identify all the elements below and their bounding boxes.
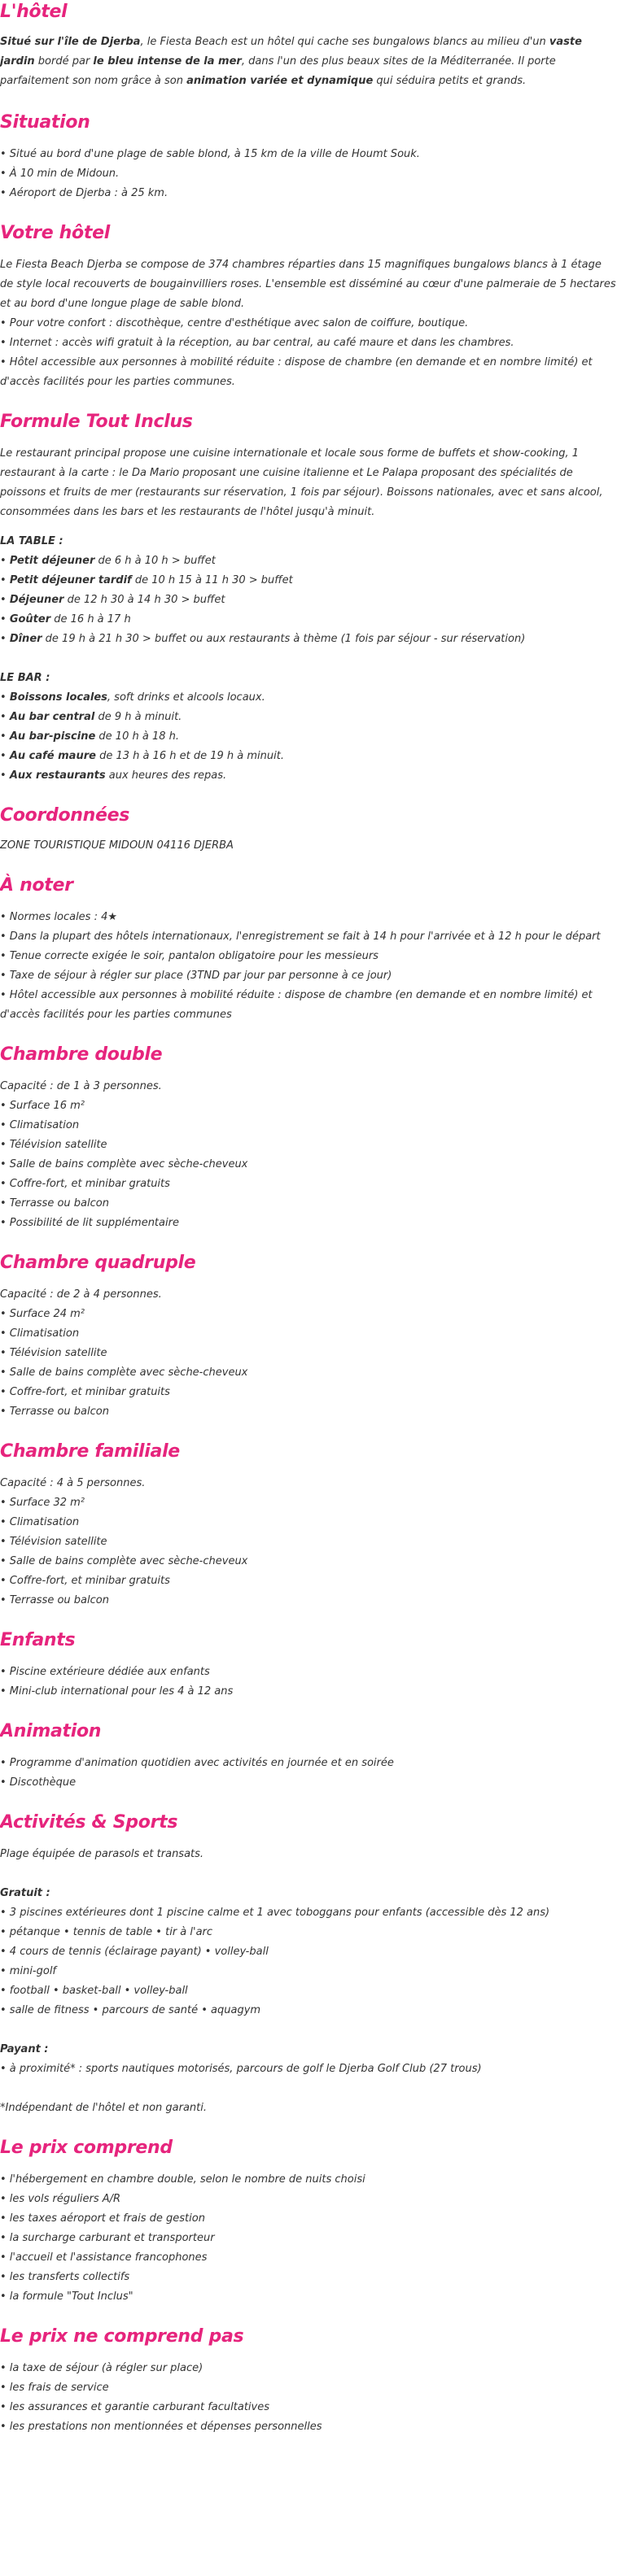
chambre-quadruple-list [0,1285,617,1422]
list-item: • Aux restaurants aux heures des repas. [0,769,227,782]
list-item: • Salle de bains complète avec sèche-cheveux [0,1366,248,1379]
list-item: • Climatisation [0,1516,80,1528]
list-item: • les transferts collectifs [0,2271,130,2283]
list-item: • football • basket-ball • volley-ball [0,1985,188,1997]
list-item: • les vols réguliers A/R [0,2193,121,2205]
list-item: • Discothèque [0,1776,77,1789]
list-item: • les assurances et garantie carburant facultatives [0,2401,270,2413]
activites-note: *Indépendant de l'hôtel et non garanti. [0,2102,208,2114]
meal-name: Goûter [9,613,51,625]
intro-text-1: , le Fiesta Beach est un hôtel qui cache ses bungalows blancs au milieu d'un [140,36,549,48]
section-title-animation: Animation [0,1721,102,1741]
hotel-intro-text [0,33,617,91]
formule-text: Le restaurant principal propose une cuisine internationale et locale sous forme de buffets et show-cooking, 1 restaurant à la carte : le Da Mario proposant une cuisine italienne et Le Palapa proposant des spécialités de poissons et fruits de mer (restaurants sur réservation, 1 fois par séjour). Boissons nationales, avec et sans alcool, consommées dans les bars et les restaurants de l'hôtel jusqu'à minuit. [0,447,603,518]
list-item: • Dans la plupart des hôtels internationaux, l'enregistrement se fait à 14 h pour l'arrivée et à 12 h pour le départ [0,931,601,943]
activites-content [0,1845,617,2118]
section-title-hotel: L'hôtel [0,2,68,22]
list-item: • Piscine extérieure dédiée aux enfants [0,1666,210,1678]
section-title-formule: Formule Tout Inclus [0,412,193,432]
meal-name: Petit déjeuner [9,555,95,567]
list-item: • Mini-club international pour les 4 à 12 ans [0,1685,234,1698]
list-item: • Au bar central de 9 h à minuit. [0,711,182,723]
meal-name: Dîner [9,633,42,645]
meal-time: de 6 h à 10 h > buffet [94,555,216,567]
section-title-situation: Situation [0,112,90,133]
spacer [0,1864,617,1884]
list-item: • Télévision satellite [0,1139,107,1151]
list-item: • Terrasse ou balcon [0,1197,109,1210]
prix-comprend-list [0,2170,617,2307]
list-item: • Climatisation [0,1327,80,1340]
list-item: • Terrasse ou balcon [0,1406,109,1418]
list-item: • Petit déjeuner tardif de 10 h 15 à 11 h 30 > buffet [0,574,293,586]
meal-name: Déjeuner [9,594,64,606]
meal-time: de 19 h à 21 h 30 > buffet ou aux restaurants à thème (1 fois par séjour - sur réservation) [42,633,526,645]
section-title-chambre-familiale: Chambre familiale [0,1441,180,1462]
list-item: • Climatisation [0,1119,80,1131]
list-item: • la surcharge carburant et transporteur [0,2232,215,2244]
list-item: • Salle de bains complète avec sèche-cheveux [0,1158,248,1170]
situation-list [0,145,617,203]
list-item: • Normes locales : 4★ [0,911,118,923]
intro-bold-3: le bleu intense de la mer [93,55,242,68]
bar-name: Aux restaurants [9,769,106,782]
intro-bold-2: vaste jardin [0,36,582,68]
list-item: • Coffre-fort, et minibar gratuits [0,1386,170,1398]
list-item: • Surface 24 m² [0,1308,85,1320]
section-title-prix-ne-comprend: Le prix ne comprend pas [0,2326,244,2347]
list-item: • à proximité* : sports nautiques motorisés, parcours de golf le Djerba Golf Club (27 trous) [0,2063,482,2075]
bar-detail: , soft drinks et alcools locaux. [107,691,265,704]
list-item: • Coffre-fort, et minibar gratuits [0,1178,170,1190]
section-title-prix-comprend: Le prix comprend [0,2138,173,2158]
list-item: • À 10 min de Midoun. [0,168,120,180]
votre-hotel-text: Le Fiesta Beach Djerba se compose de 374 chambres réparties dans 15 magnifiques bungalows blancs à 1 étage de style local recouverts de bougainvilliers roses. L'ensemble est disséminé au cœur d'une palmeraie de 5 hectares et au bord d'une longue plage de sable blond. [0,259,616,310]
bar-label: LE BAR : [0,672,50,684]
list-item: • Au bar-piscine de 10 h à 18 h. [0,730,179,743]
list-item: • les prestations non mentionnées et dépenses personnelles [0,2421,322,2433]
list-item: • Internet : accès wifi gratuit à la réception, au bar central, au café maure et dans les chambres. [0,337,514,349]
spacer [0,2020,617,2040]
activites-intro: Plage équipée de parasols et transats. [0,1848,204,1860]
list-item: • 3 piscines extérieures dont 1 piscine calme et 1 avec toboggans pour enfants (accessible dès 12 ans) [0,1907,550,1919]
list-item: • Petit déjeuner de 6 h à 10 h > buffet [0,555,216,567]
meal-time: de 16 h à 17 h [50,613,131,625]
list-item: • Programme d'animation quotidien avec activités en journée et en soirée [0,1757,394,1769]
section-title-a-noter: À noter [0,875,73,896]
list-item: • Possibilité de lit supplémentaire [0,1217,179,1229]
list-item: Capacité : 4 à 5 personnes. [0,1477,146,1489]
section-title-enfants: Enfants [0,1630,76,1650]
intro-text-3: , dans l'un des plus beaux sites de la Méditerranée. Il porte parfaitement son nom grâce à son [0,55,556,87]
enfants-list [0,1663,617,1702]
list-item: • l'accueil et l'assistance francophones [0,2251,208,2264]
list-item: • Dîner de 19 h à 21 h 30 > buffet ou aux restaurants à thème (1 fois par séjour - sur réservation) [0,633,526,645]
list-item: • l'hébergement en chambre double, selon le nombre de nuits choisi [0,2173,365,2186]
prix-ne-comprend-list [0,2359,617,2437]
list-item: • Situé au bord d'une plage de sable blond, à 15 km de la ville de Houmt Souk. [0,148,420,160]
bar-detail: aux heures des repas. [105,769,227,782]
coordonnees-content [0,836,617,856]
bar-name: Au bar central [9,711,95,723]
intro-text-4: qui séduira petits et grands. [373,75,527,87]
list-item: Capacité : de 1 à 3 personnes. [0,1080,162,1092]
intro-text-2: bordé par [34,55,94,68]
section-title-coordonnees: Coordonnées [0,805,130,826]
meal-name: Petit déjeuner tardif [9,574,132,586]
list-item: • pétanque • tennis de table • tir à l'arc [0,1926,213,1938]
section-title-chambre-double: Chambre double [0,1044,163,1065]
spacer [0,649,617,669]
section-title-chambre-quadruple: Chambre quadruple [0,1253,196,1273]
list-item: • la taxe de séjour (à régler sur place) [0,2362,203,2374]
meal-time: de 12 h 30 à 14 h 30 > buffet [63,594,225,606]
a-noter-list [0,908,617,1025]
gratuit-label: Gratuit : [0,1887,50,1899]
list-item: • la formule "Tout Inclus" [0,2291,133,2303]
list-item: • salle de fitness • parcours de santé • aquagym [0,2004,261,2016]
section-title-activites: Activités & Sports [0,1812,178,1833]
list-item: • Coffre-fort, et minibar gratuits [0,1575,170,1587]
bar-detail: de 9 h à minuit. [94,711,182,723]
chambre-familiale-list [0,1474,617,1611]
list-item: • Aéroport de Djerba : à 25 km. [0,187,168,199]
table-label: LA TABLE : [0,535,63,547]
formule-content [0,444,617,786]
list-item: • Taxe de séjour à régler sur place (3TND par jour par personne à ce jour) [0,970,392,982]
meal-time: de 10 h 15 à 11 h 30 > buffet [131,574,293,586]
votre-hotel-content [0,255,617,392]
list-item: • Salle de bains complète avec sèche-cheveux [0,1555,248,1567]
animation-list [0,1754,617,1793]
intro-bold-4: animation variée et dynamique [186,75,374,87]
list-item: • Hôtel accessible aux personnes à mobilité réduite : dispose de chambre (en demande et en nombre limité) et d'accès facilités pour les parties communes. [0,356,593,388]
section-title-votre-hotel: Votre hôtel [0,223,110,243]
list-item: • Pour votre confort : discothèque, centre d'esthétique avec salon de coiffure, boutique. [0,317,469,329]
bar-detail: de 13 h à 16 h et de 19 h à minuit. [95,750,284,762]
bar-name: Boissons locales [9,691,107,704]
list-item: • Hôtel accessible aux personnes à mobilité réduite : dispose de chambre (en demande et en nombre limité) et d'accès facilités pour les parties communes [0,989,593,1021]
bar-name: Au café maure [9,750,96,762]
list-item: Capacité : de 2 à 4 personnes. [0,1288,162,1301]
list-item: • les taxes aéroport et frais de gestion [0,2212,205,2225]
payant-label: Payant : [0,2043,49,2055]
list-item: • mini-golf [0,1965,57,1977]
chambre-double-list [0,1077,617,1233]
list-item: • Boissons locales, soft drinks et alcools locaux. [0,691,265,704]
spacer [0,2079,617,2099]
list-item: • Goûter de 16 h à 17 h [0,613,131,625]
hotel-intro [0,33,617,91]
list-item: • Télévision satellite [0,1347,107,1359]
list-item: • Surface 16 m² [0,1100,85,1112]
list-item: • Au café maure de 13 h à 16 h et de 19 h à minuit. [0,750,284,762]
bar-name: Au bar-piscine [9,730,96,743]
address: ZONE TOURISTIQUE MIDOUN 04116 DJERBA [0,839,234,852]
intro-bold-1: Situé sur l'île de Djerba [0,36,141,48]
list-item: • Surface 32 m² [0,1497,85,1509]
list-item: • Télévision satellite [0,1536,107,1548]
list-item: • Tenue correcte exigée le soir, pantalon obligatoire pour les messieurs [0,950,379,962]
bar-detail: de 10 h à 18 h. [95,730,179,743]
list-item: • les frais de service [0,2382,109,2394]
list-item: • Terrasse ou balcon [0,1594,109,1606]
list-item: • 4 cours de tennis (éclairage payant) • volley-ball [0,1946,269,1958]
list-item: • Déjeuner de 12 h 30 à 14 h 30 > buffet [0,594,225,606]
